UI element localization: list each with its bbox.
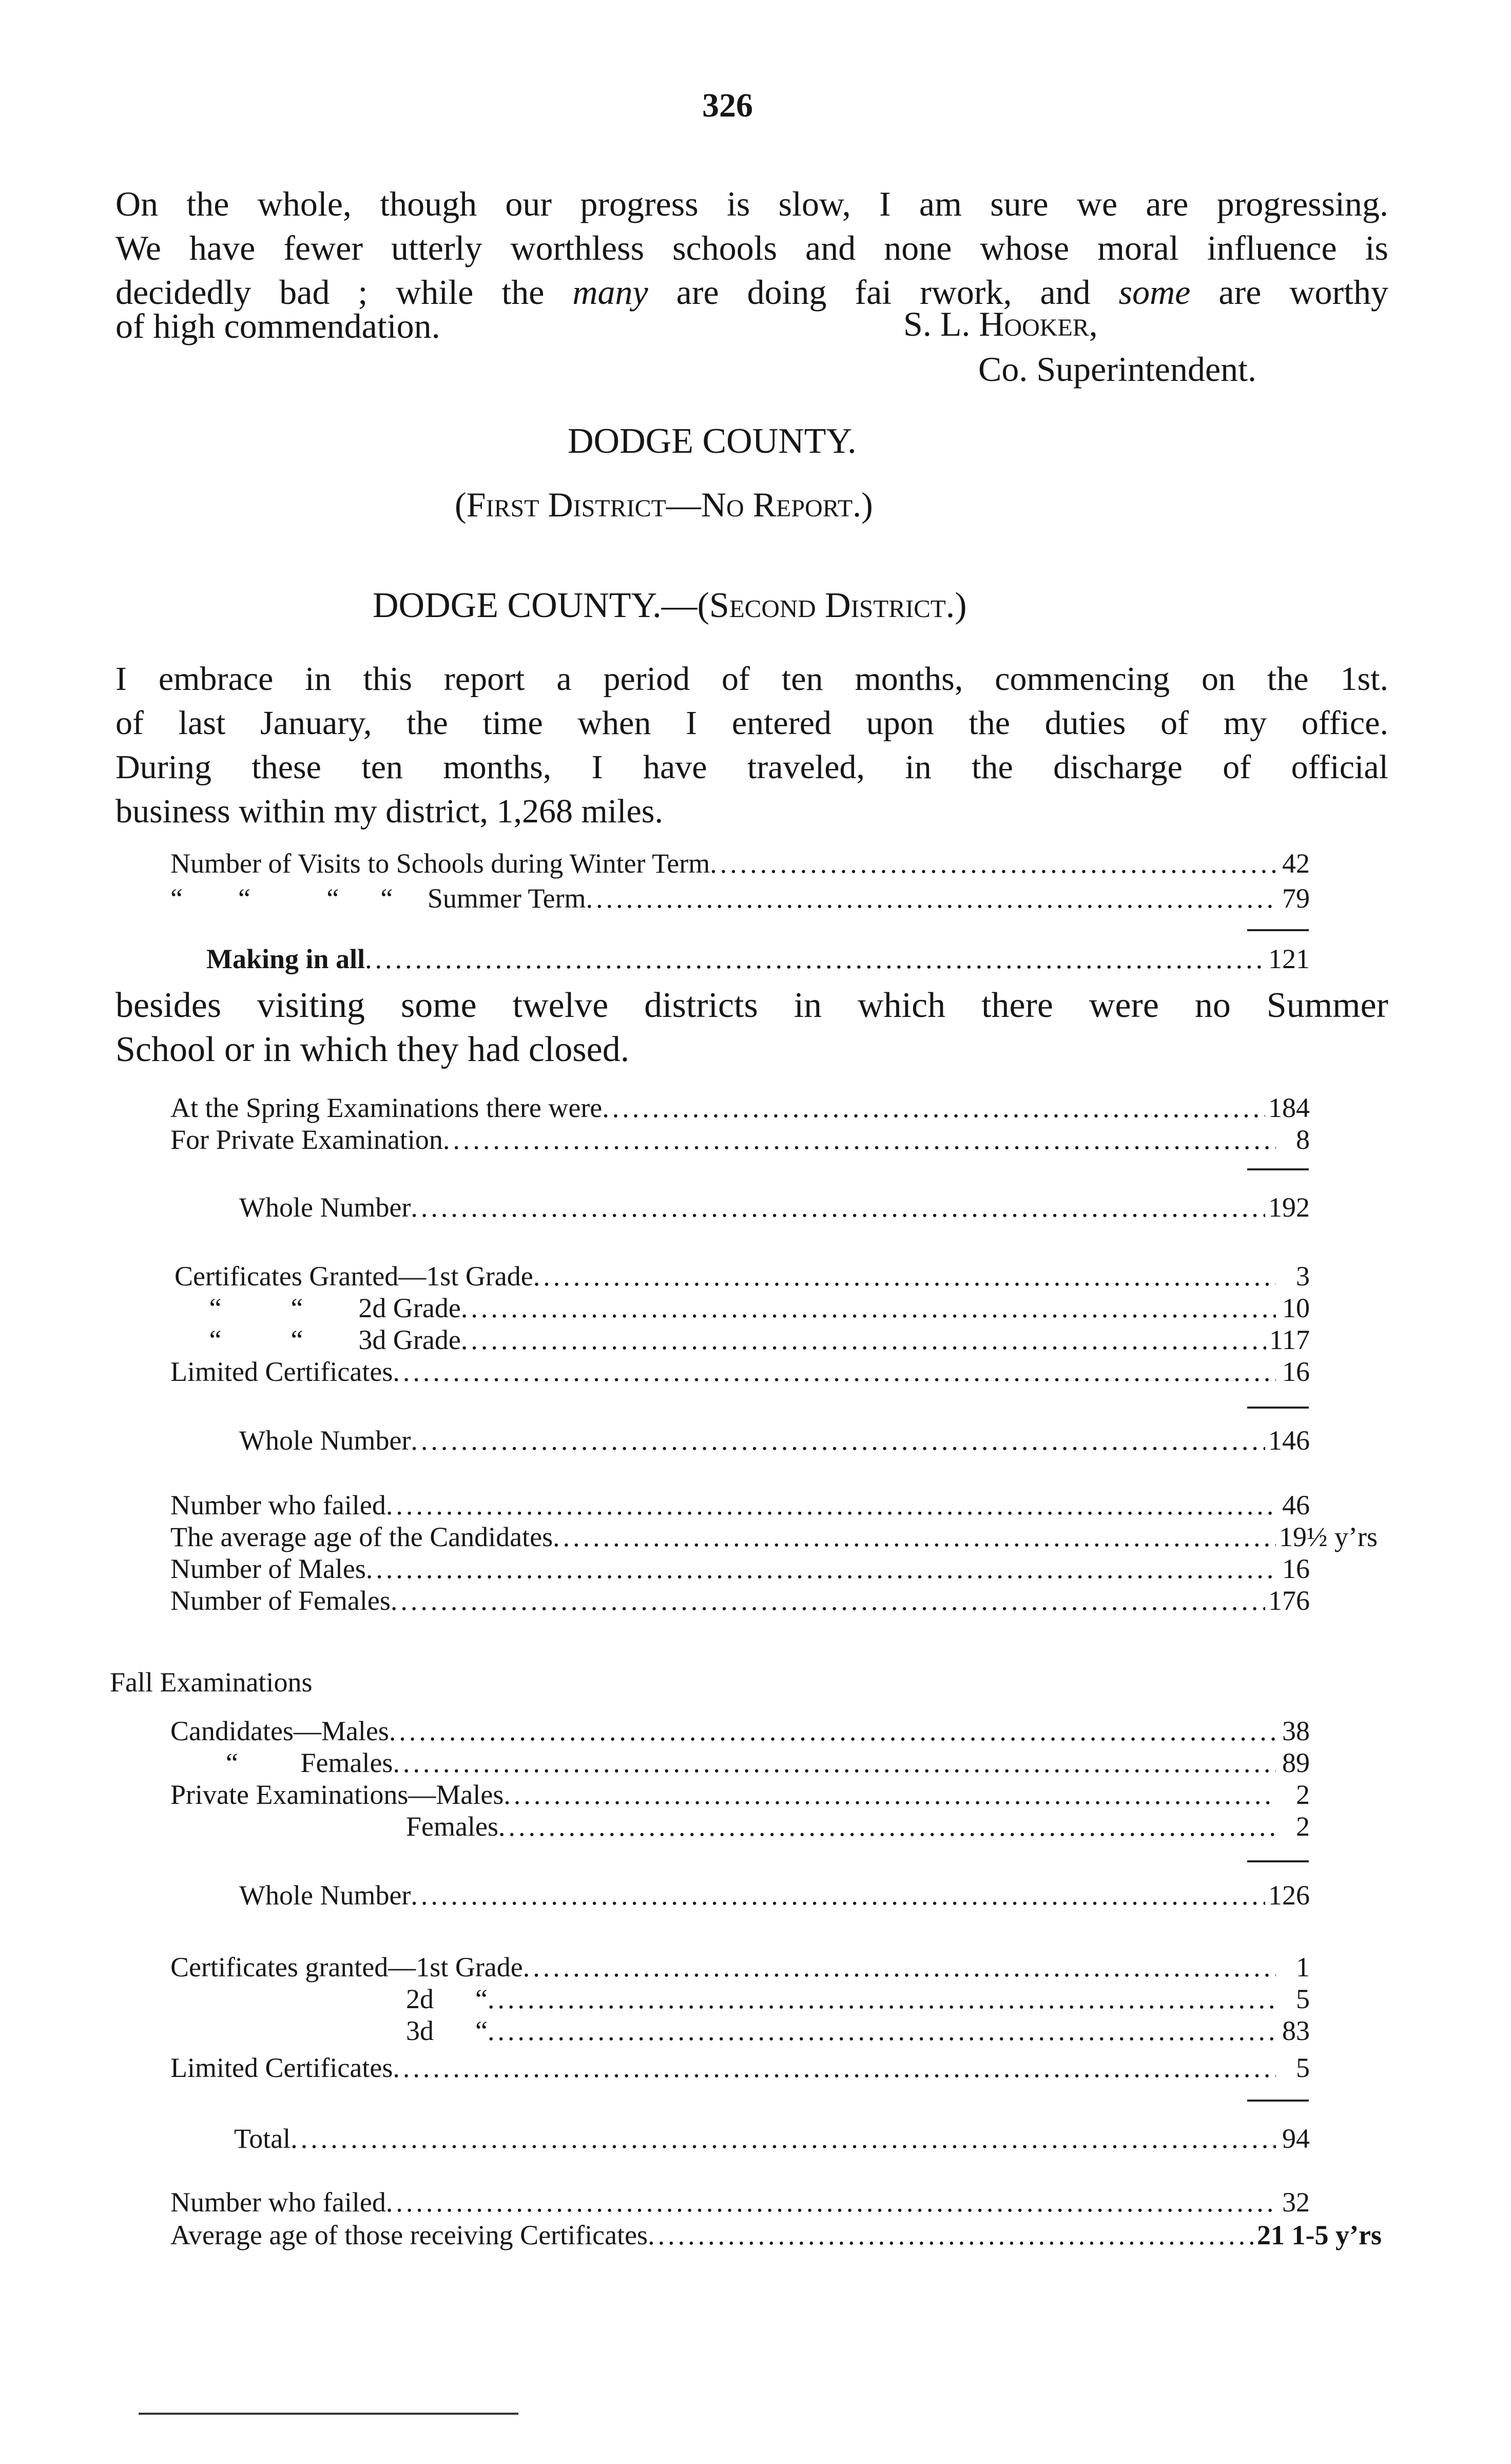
visits-total-row: Making in all ..... 121 (206, 942, 1310, 975)
heading-first-district: (First District—No Report.) (455, 485, 873, 524)
report-line: During these ten months, I have traveled, in the discharge of official (115, 748, 1388, 786)
report-paragraph (115, 657, 1388, 834)
spring-stat-row: Number of Males ..... 16 (170, 1552, 1310, 1585)
sum-rule (1247, 929, 1309, 931)
footer-rule (139, 2413, 518, 2415)
fall-cert-row: Limited Certificates ..... 5 (170, 2051, 1310, 2084)
heading-second-district: DODGE COUNTY.—(Second District.) (373, 586, 967, 625)
heading-dodge-county: DODGE COUNTY. (568, 421, 857, 461)
sum-rule (1247, 1168, 1309, 1170)
signature-title: Co. Superintendent. (978, 350, 1257, 389)
spring-row: For Private Examination ..... 8 (170, 1123, 1310, 1156)
spring-cert-row: “ “ 3d Grade ..... 117 (175, 1323, 1310, 1356)
besides-paragraph (115, 984, 1388, 1072)
besides-line: besides visiting some twelve districts in which there were no Summer (115, 986, 1388, 1025)
fall-heading: Fall Examinations (110, 1667, 313, 1698)
spring-stat-row: Number of Females ..... 176 (170, 1584, 1310, 1617)
report-line: of last January, the time when I entered upon the duties of my office. (115, 704, 1388, 742)
signature-name: S. L. Hooker, (903, 304, 1098, 343)
report-line: I embrace in this report a period of ten months, commencing on the 1st. (115, 660, 1388, 698)
fall-cert-row: 3d “ ..... 83 (170, 2014, 1310, 2047)
fall-whole-row: Whole Number ..... 126 (239, 1879, 1310, 1912)
intro-line-1: On the whole, though our progress is slow, I am sure we are progressing. (115, 184, 1388, 223)
sum-rule (1247, 1407, 1309, 1409)
spring-stat-row: Number who failed ..... 46 (170, 1489, 1310, 1522)
visits-winter-row: Number of Visits to Schools during Winter Term ..... 42 (170, 847, 1310, 880)
sum-rule (1247, 1860, 1309, 1862)
fall-total-row: Total ..... 94 (234, 2122, 1310, 2155)
fall-cert-row: Certificates granted—1st Grade ..... 1 (170, 1951, 1310, 1984)
visits-summer-row: “ “ “ “ Summer Term ..... 79 (170, 882, 1310, 915)
spring-stat-row: The average age of the Candidates ..... 19½ y’rs (170, 1520, 1392, 1553)
fall-avg-row: Average age of those receiving Certificates ..... 21 1-5 y’rs (170, 2219, 1382, 2251)
fall-row: Private Examinations—Males ..... 2 (170, 1778, 1310, 1811)
sum-rule (1247, 2100, 1309, 2102)
page-number: 326 (702, 87, 753, 124)
intro-line-3: decidedly bad ; while the many are doing fai rwork, and some are worthy (115, 273, 1388, 312)
fall-row: “ Females ..... 89 (170, 1746, 1310, 1779)
spring-cert-row: “ “ 2d Grade ..... 10 (175, 1292, 1310, 1324)
report-line: business within my district, 1,268 miles. (115, 793, 663, 830)
fall-row: Candidates—Males ..... 38 (170, 1715, 1310, 1747)
spring-cert-row: Limited Certificates ..... 16 (170, 1355, 1310, 1388)
fall-row: Females ..... 2 (170, 1810, 1310, 1843)
besides-line: School or in which they had closed. (115, 1030, 630, 1069)
spring-cert-row: Certificates Granted—1st Grade ..... 3 (175, 1260, 1310, 1293)
fall-failed-row: Number who failed ..... 32 (170, 2186, 1310, 2219)
intro-line-2: We have fewer utterly worthless schools and none whose moral influence is (115, 228, 1388, 267)
spring-cert-whole-row: Whole Number ..... 146 (239, 1424, 1310, 1457)
spring-row: At the Spring Examinations there were ..... 184 (170, 1091, 1310, 1124)
intro-line-4: of high commendation. (115, 306, 440, 345)
spring-whole-row: Whole Number ..... 192 (239, 1191, 1310, 1224)
fall-cert-row: 2d “ ..... 5 (170, 1982, 1310, 2015)
